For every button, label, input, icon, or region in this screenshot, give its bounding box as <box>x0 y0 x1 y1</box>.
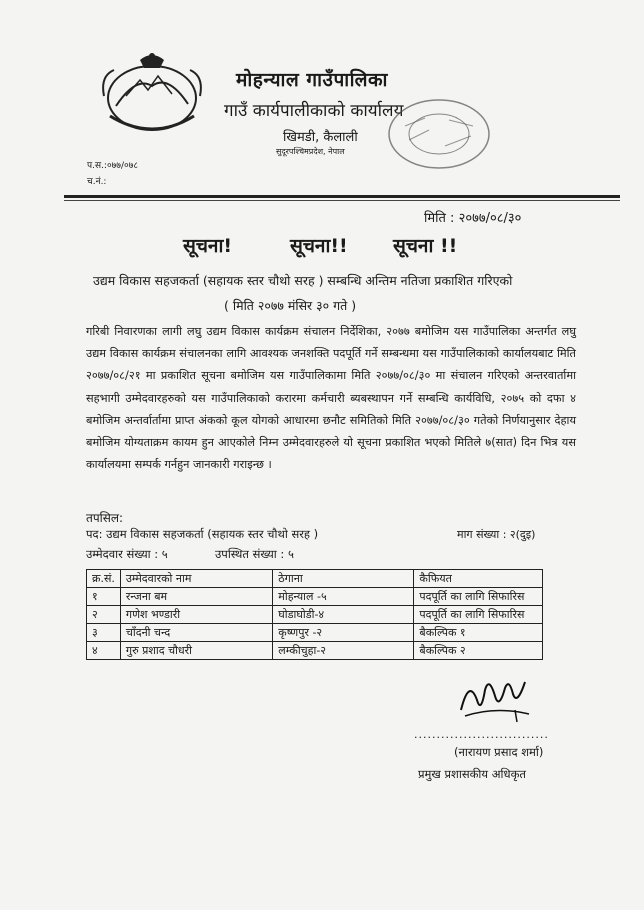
cell-name: गणेश भण्डारी <box>120 606 272 624</box>
signature-icon <box>455 670 535 726</box>
table-row <box>87 642 543 660</box>
org-name: मोहन्याल गाउँपालिका <box>236 69 388 91</box>
table-header-row <box>87 570 543 588</box>
dispatch-number: च.नं.: <box>87 177 107 187</box>
cell-address: घोडाघोडी-४ <box>273 606 414 624</box>
required-seats: माग संख्या : २(दुइ) <box>457 528 536 541</box>
notice-body: गरिबी निवारणका लागी लघु उद्यम विकास कार्यक्रम संचालन निर्देशिका, २०७७ बमोजिम यस गाउँपालिका अन्तर्गत लघु उद्यम विकास कार्यक्रम संचालनका लागि आवश्यक जनशक्ति पदपूर्ति गर्ने सम्बन्धमा यस गाउँपालिकाको कार्यालयबाट मिति २०७७/०८/२१ मा प्रकाशित सूचना बमोजिम यस गाउँपालिकामा मिति २०७७/०८/३० मा संचालन गरिएको अन्तरवार्तामा सहभागी उम्मेदवारहरुको यस गाउँपालिकाको करारमा कर्मचारी ब्यबस्थापन गर्ने सम्बन्धि कार्यविधि, २०७५ को दफा ४ बमोजिम अन्तर्वार्तामा प्राप्त अंकको कूल योगको आधारमा छनौट समितिको मिति २०७७/०८/३० गतेको निर्णयानुसार देहाय बमोजिम योग्यताक्रम कायम हुन आएकोले निम्न उम्मेदवारहरुले यो सूचना प्रकाशित भएको मितिले ७(सात) दिन भित्र यस कार्यालयमा सम्पर्क गर्नहुन जानकारी गराइन्छ । <box>86 325 576 472</box>
table-row <box>87 588 543 606</box>
present-count: उपस्थित संख्या : ५ <box>215 547 294 561</box>
cell-remarks: बैकल्पिक २ <box>414 642 543 660</box>
candidate-count: उम्मेदवार संख्या : ५ <box>86 547 168 561</box>
cell-remarks: पदपूर्ति का लागि सिफारिस <box>414 588 543 606</box>
header-remarks: कैफियत <box>414 570 543 588</box>
office-stamp-icon <box>385 96 493 172</box>
office-province: सुदूरपश्चिमप्रदेश, नेपाल <box>276 147 345 156</box>
candidate-table <box>86 569 543 660</box>
header-address: ठेगाना <box>273 570 414 588</box>
headline-notice-2: सूचना!! <box>290 235 348 257</box>
notice-date: मिति : २०७७/०८/३० <box>424 211 522 226</box>
cell-serial: ४ <box>87 642 121 660</box>
notice-subject: उद्यम विकास सहजकर्ता (सहायक स्तर चौथो सरह ) सम्बन्धि अन्तिम नतिजा प्रकाशित गरिएको <box>93 273 513 288</box>
cell-address: मोहन्याल -५ <box>273 588 414 606</box>
table-row <box>87 606 543 624</box>
cell-remarks: बैकल्पिक १ <box>414 624 543 642</box>
cell-address: कृष्णपुर -२ <box>273 624 414 642</box>
headline-notice-3: सूचना !! <box>393 235 458 257</box>
cell-name: रन्जना बम <box>120 588 272 606</box>
post-title: पद: उद्यम विकास सहजकर्ता (सहायक स्तर चौथो सरह ) <box>86 527 319 541</box>
header-serial: क्र.सं. <box>87 570 121 588</box>
cell-name: चाँदनी चन्द <box>120 624 272 642</box>
cell-serial: ३ <box>87 624 121 642</box>
headline-notice-1: सूचना! <box>183 235 233 257</box>
cell-remarks: पदपूर्ति का लागि सिफारिस <box>414 606 543 624</box>
header-divider <box>64 195 620 198</box>
fiscal-year-ref: प.स.:०७७/०७८ <box>87 161 139 171</box>
cell-serial: २ <box>87 606 121 624</box>
details-label: तपसिल: <box>86 511 124 525</box>
header-divider-thin <box>64 200 620 201</box>
nepal-emblem-icon <box>96 46 208 138</box>
cell-serial: १ <box>87 588 121 606</box>
header-candidate-name: उम्मेदवारको नाम <box>120 570 272 588</box>
cell-address: लम्कीचुहा-२ <box>273 642 414 660</box>
office-name: गाउँ कार्यपालीकाको कार्यालय <box>224 101 404 121</box>
office-address: खिमडी, कैलाली <box>283 130 358 145</box>
table-row <box>87 624 543 642</box>
signatory-name: (नारायण प्रसाद शर्मा) <box>454 745 544 759</box>
notice-subject-date: ( मिति २०७७ मंसिर ३० गते ) <box>224 298 357 313</box>
cell-name: गुरु प्रशाद चौधरी <box>120 642 272 660</box>
signatory-designation: प्रमुख प्रशासकीय अधिकृत <box>418 767 526 781</box>
signature-line: .............................. <box>414 728 549 741</box>
